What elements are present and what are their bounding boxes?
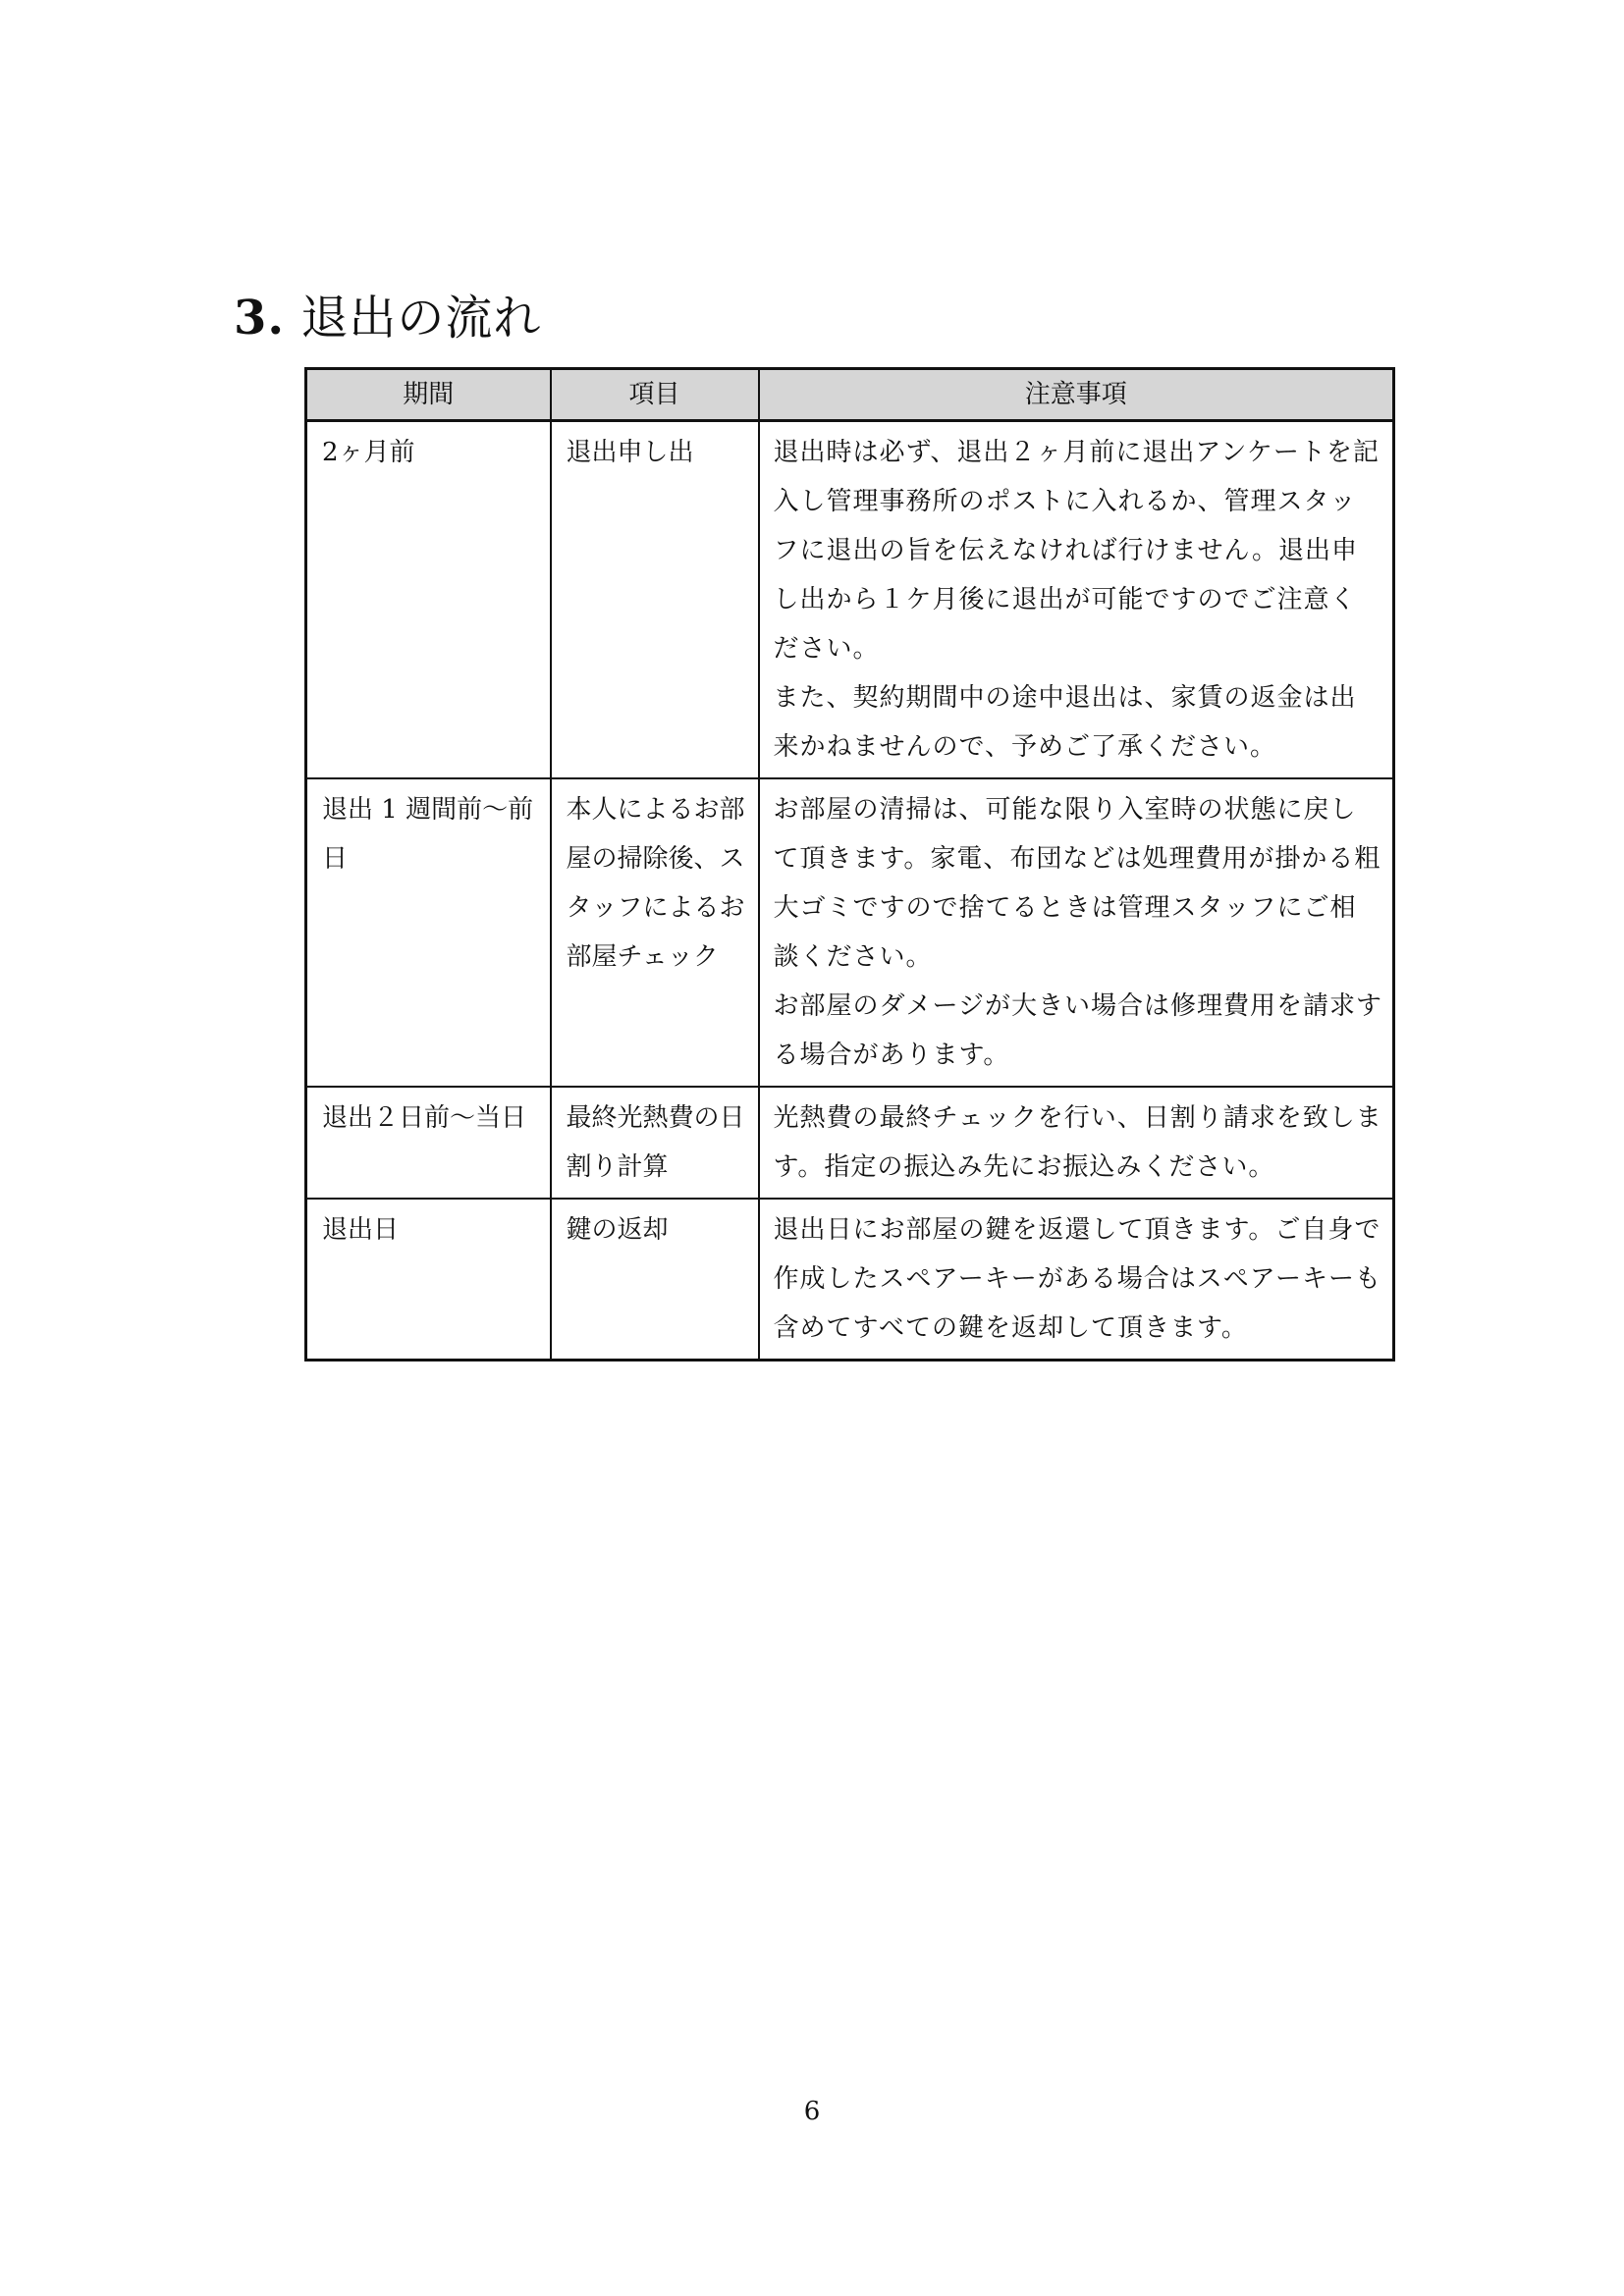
column-header-item: 項目: [551, 369, 759, 421]
period-cell: 退出２日前～当日: [306, 1087, 551, 1199]
notes-cell: [759, 1087, 1394, 1199]
notes-paragraph: お部屋のダメージが大きい場合は修理費用を請求する場合があります。: [773, 991, 1382, 1070]
period-cell: 2ヶ月前: [306, 421, 551, 779]
notes-paragraph: お部屋の清掃は、可能な限り入室時の状態に戻して頂きます。家電、布団などは処理費用が掛かる粗大ゴミですので捨てるときは管理スタッフにご相談ください。: [773, 795, 1381, 972]
notes-paragraph: また、契約期間中の途中退出は、家賃の返金は出来かねませんので、予めご了承ください。: [773, 683, 1357, 762]
column-header-period: 期間: [306, 369, 551, 421]
section-heading: [234, 287, 541, 349]
period-cell: 退出日: [306, 1199, 551, 1361]
notes-cell: [759, 778, 1394, 1087]
move-out-flow-table: [304, 367, 1395, 1362]
item-cell: 鍵の返却: [551, 1199, 759, 1361]
period-cell: 退出 1 週間前～前日: [306, 778, 551, 1087]
table-row: [306, 1087, 1394, 1199]
notes-cell: [759, 1199, 1394, 1361]
item-cell: 退出申し出: [551, 421, 759, 779]
notes-cell: [759, 421, 1394, 779]
page-number: 6: [803, 2097, 821, 2126]
section-title: 退出の流れ: [300, 291, 542, 346]
table-row: [306, 778, 1394, 1087]
table-header-row: [306, 369, 1394, 421]
item-cell: 本人によるお部屋の掃除後、スタッフによるお部屋チェック: [551, 778, 759, 1087]
notes-paragraph: 退出時は必ず、退出２ヶ月前に退出アンケートを記入し管理事務所のポストに入れるか、管理スタッフに退出の旨を伝えなければ行けません。退出申し出から１ケ月後に退出が可能ですのでご注意ください。: [773, 438, 1380, 664]
section-number: 3.: [234, 291, 286, 346]
column-header-notes: 注意事項: [759, 369, 1394, 421]
notes-paragraph: 退出日にお部屋の鍵を返還して頂きます。ご自身で作成したスペアーキーがある場合はスペアーキーも含めてすべての鍵を返却して頂きます。: [773, 1215, 1381, 1343]
table-row: [306, 421, 1394, 779]
table-row: [306, 1199, 1394, 1361]
notes-paragraph: 光熱費の最終チェックを行い、日割り請求を致します。指定の振込み先にお振込みください。: [773, 1103, 1382, 1182]
item-cell: 最終光熱費の日割り計算: [551, 1087, 759, 1199]
